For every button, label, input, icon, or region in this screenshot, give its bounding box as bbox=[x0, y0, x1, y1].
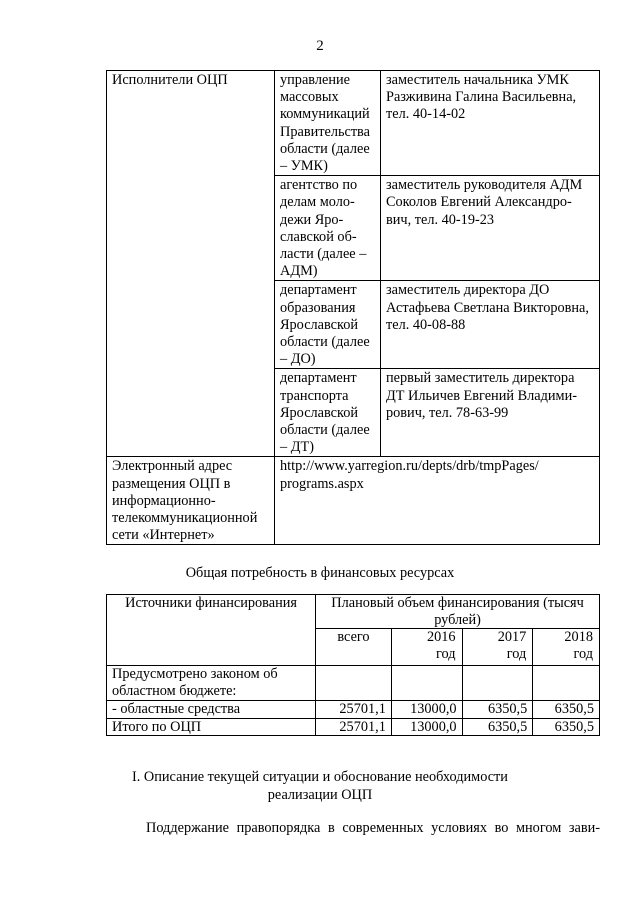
contact-line: вич, тел. 40-19-23 bbox=[386, 211, 495, 228]
finance-caption: Общая потребность в финансовых ресурсах bbox=[185, 565, 455, 581]
contact-line: заместитель руководителя АДМ bbox=[386, 177, 583, 194]
col-header-total: всего bbox=[316, 629, 392, 666]
cell-total: 25701,1 bbox=[316, 718, 392, 736]
cell-2018 bbox=[533, 666, 600, 701]
table-row bbox=[107, 666, 600, 701]
col-header-year bbox=[533, 629, 600, 666]
cell-2018: 6350,5 bbox=[533, 718, 600, 736]
year-value: 2017 bbox=[497, 629, 527, 645]
year-value: 2018 bbox=[564, 629, 593, 645]
contact-line: Соколов Евгений Александро- bbox=[386, 194, 572, 211]
cell-total bbox=[316, 666, 392, 701]
year-value: 2016 bbox=[426, 629, 456, 645]
contact-line: рович, тел. 78-63-99 bbox=[386, 404, 509, 421]
contact-line: заместитель начальника УМК bbox=[386, 72, 569, 88]
section-heading-line: реализации ОЦП bbox=[267, 787, 373, 803]
table-row bbox=[107, 457, 600, 545]
cell-2018: 6350,5 bbox=[533, 701, 600, 719]
body-paragraph: Поддержание правопорядка в современных условиях во многом зави- bbox=[146, 820, 600, 836]
executors-table bbox=[106, 70, 600, 545]
contact-line: ДТ Ильичев Евгений Владими- bbox=[386, 387, 577, 404]
year-unit: год bbox=[436, 645, 456, 662]
contact-line: Разживина Галина Васильевна, bbox=[386, 89, 577, 106]
web-address-cell bbox=[275, 457, 600, 545]
contact-cell bbox=[381, 176, 600, 281]
table-row bbox=[107, 701, 600, 719]
org-cell: департамент транспорта Ярославской области (далее – ДТ) bbox=[275, 369, 381, 457]
contact-line: тел. 40-08-88 bbox=[386, 316, 466, 333]
col-header-sources: Источники финансирования bbox=[107, 595, 316, 666]
col-header-year bbox=[462, 629, 533, 666]
table-row bbox=[107, 595, 600, 629]
contact-cell bbox=[381, 281, 600, 369]
contact-cell bbox=[381, 71, 600, 176]
section-heading-line: I. Описание текущей ситуации и обоснование необходимости bbox=[132, 769, 508, 785]
web-address-label: Электронный адрес размещения ОЦП в информационно-телекоммуникационной сети «Интернет» bbox=[107, 457, 275, 545]
org-cell: агентство по делам моло-дежи Яро-славской об-ласти (далее – АДМ) bbox=[275, 176, 381, 281]
col-header-year bbox=[391, 629, 462, 666]
web-url[interactable]: http://www.yarregion.ru/depts/drb/tmpPages/ bbox=[280, 458, 539, 475]
contact-line: первый заместитель директора bbox=[386, 370, 575, 387]
cell-2017 bbox=[462, 666, 533, 701]
contact-cell bbox=[381, 369, 600, 457]
cell-2016 bbox=[391, 666, 462, 701]
org-cell: департамент образования Ярославской области (далее – ДО) bbox=[275, 281, 381, 369]
cell-2017: 6350,5 bbox=[462, 701, 533, 719]
web-url-cont[interactable]: programs.aspx bbox=[280, 475, 364, 492]
year-unit: год bbox=[506, 645, 527, 662]
col-header-plan: Плановый объем финансирования (тысяч рублей) bbox=[316, 595, 600, 629]
table-row bbox=[107, 71, 600, 176]
finance-table bbox=[106, 594, 600, 736]
cell-2017: 6350,5 bbox=[462, 718, 533, 736]
section-heading bbox=[0, 768, 640, 804]
org-cell: управление массовых коммуникаций Правительства области (далее – УМК) bbox=[275, 71, 381, 176]
cell-2016: 13000,0 bbox=[391, 701, 462, 719]
page-number: 2 bbox=[316, 38, 324, 54]
cell-total: 25701,1 bbox=[316, 701, 392, 719]
executors-label: Исполнители ОЦП bbox=[107, 71, 275, 457]
year-unit: год bbox=[573, 645, 593, 662]
contact-line: тел. 40-14-02 bbox=[386, 106, 466, 123]
contact-line: Астафьева Светлана Викторовна, bbox=[386, 299, 589, 316]
cell-2016: 13000,0 bbox=[391, 718, 462, 736]
row-label: - областные средства bbox=[107, 701, 316, 719]
row-label: Предусмотрено законом об областном бюджете: bbox=[107, 666, 316, 701]
contact-line: заместитель директора ДО bbox=[386, 282, 550, 299]
table-row bbox=[107, 718, 600, 736]
row-label: Итого по ОЦП bbox=[107, 718, 316, 736]
